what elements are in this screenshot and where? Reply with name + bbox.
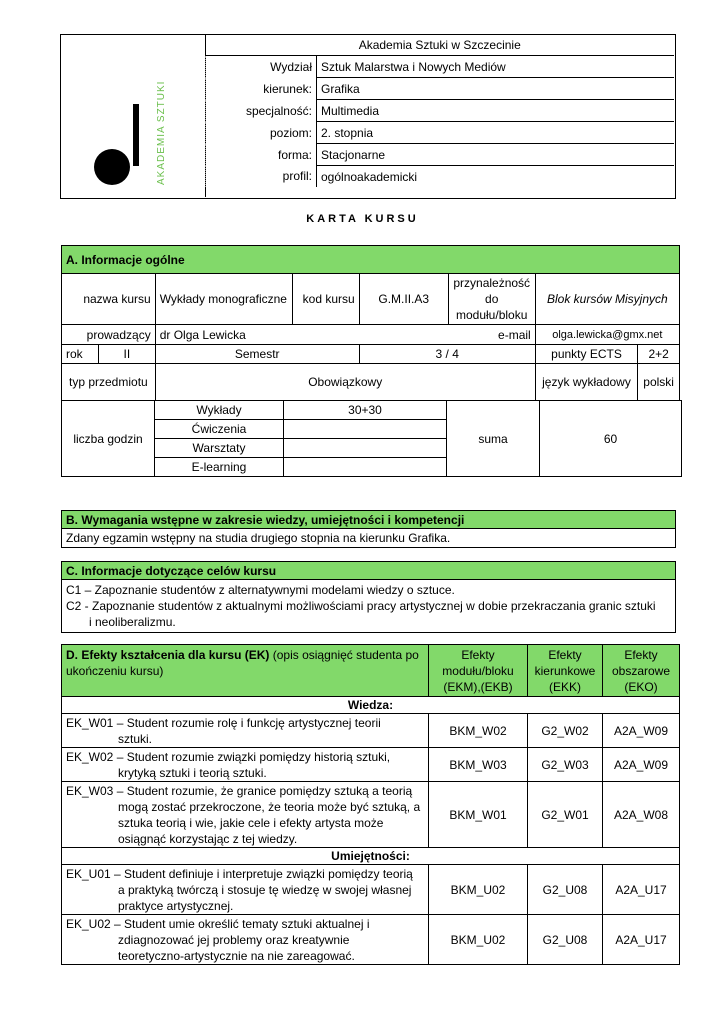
hours-table: [61, 400, 682, 477]
effect-w02: [62, 748, 429, 782]
effect-text: EK_W03 – Student rozumie, że granice pomiędzy sztuką a teorią: [66, 783, 413, 798]
ekm-cell: BKM_U02: [429, 865, 528, 915]
header-table: [205, 34, 674, 187]
year-label: rok: [62, 345, 99, 364]
hours-label: liczba godzin: [62, 401, 155, 477]
header-label-profile: profil:: [206, 166, 317, 188]
effect-text: EK_U02 – Student umie określić tematy sztuki aktualnej i: [66, 916, 370, 931]
section-b-heading: B. Wymagania wstępne w zakresie wiedzy, umiejętności i kompetencji: [62, 511, 676, 529]
effect-text: mogą zostać przekroczone, że teoria może być sztuką, a: [118, 799, 421, 814]
ekk-cell: G2_W01: [528, 782, 603, 848]
page-title: KARTA KURSU: [306, 213, 419, 225]
goal-c2: C2 - Zapoznanie studentów z aktualnymi możliwościami pracy artystycznej w dobie przekraczania granic sztuki: [66, 599, 656, 613]
year-value: II: [99, 345, 156, 364]
section-a-heading: A. Informacje ogólne: [62, 246, 680, 274]
effect-text: sztuka teorią i wie, jakie cele i efekty artysta może: [118, 815, 384, 830]
eko-cell: A2A_U17: [603, 915, 680, 965]
logo-circle: [94, 149, 130, 185]
hours-item-value: [284, 439, 447, 458]
hours-item-label: Wykłady: [155, 401, 284, 420]
effect-text: krytyką sztuki i teorią sztuki.: [118, 765, 267, 780]
col-eko-header: Efekty obszarowe (EKO): [603, 645, 680, 697]
hours-item-value: [284, 458, 447, 477]
effect-text: praktyce artystycznej.: [118, 898, 234, 913]
section-b-text: Zdany egzamin wstępny na studia drugiego stopnia na kierunku Grafika.: [62, 529, 676, 548]
ekm-cell: BKM_U02: [429, 915, 528, 965]
sum-value: 60: [540, 401, 682, 477]
module-label: przynależność do modułu/bloku: [448, 274, 535, 325]
section-c-body: [62, 580, 676, 633]
effect-text: zdiagnozować jej problemy oraz kreatywnie: [118, 932, 350, 947]
hours-item-value: [284, 420, 447, 439]
effect-text: teoretyczno-artystycznie na nie zareagować.: [118, 948, 355, 963]
course-name-value: Wykłady monograficzne: [155, 274, 292, 325]
eko-cell: A2A_U17: [603, 865, 680, 915]
hours-item-value: 30+30: [284, 401, 447, 420]
effect-text: osiągnąć korzystając z tej wiedzy.: [118, 831, 298, 846]
effect-text: EK_U01 – Student definiuje i interpretuje związki pomiędzy teorią: [66, 866, 413, 881]
group-skills: Umiejętności:: [62, 848, 680, 865]
section-c-table: [61, 561, 676, 633]
col-ekk-header: Efekty kierunkowe (EKK): [528, 645, 603, 697]
ekk-cell: G2_U08: [528, 915, 603, 965]
eko-cell: A2A_W09: [603, 714, 680, 748]
header-value-form: Stacjonarne: [317, 144, 675, 166]
goal-c1: C1 – Zapoznanie studentów z alternatywnymi modelami wiedzy o sztuce.: [66, 583, 455, 597]
header-label-field: kierunek:: [206, 78, 317, 100]
email-value: olga.lewicka@gmx.net: [535, 325, 679, 345]
header-label-specialty: specjalność:: [206, 100, 317, 122]
module-value: Blok kursów Misyjnych: [535, 274, 679, 325]
effect-text: a praktyką twórczą i stosuje tę wiedzę w swojej własnej: [118, 882, 412, 897]
course-code-label: kod kursu: [292, 274, 359, 325]
section-c-heading: C. Informacje dotyczące celów kursu: [62, 562, 676, 580]
effect-text: EK_W02 – Student rozumie związki pomiędzy historią sztuki,: [66, 749, 391, 764]
header-value-specialty: Multimedia: [317, 100, 675, 122]
institution-name: Akademia Sztuki w Szczecinie: [206, 34, 675, 56]
header-label-faculty: Wydział: [206, 56, 317, 78]
lecturer-value: dr Olga Lewicka: [155, 325, 448, 345]
header-value-field: Grafika: [317, 78, 675, 100]
type-value: Obowiązkowy: [155, 364, 535, 401]
section-b-table: [61, 510, 676, 548]
hours-item-label: Warsztaty: [155, 439, 284, 458]
goal-c2-cont: i neoliberalizmu.: [89, 615, 176, 629]
eko-cell: A2A_W09: [603, 748, 680, 782]
effect-w01: [62, 714, 429, 748]
logo-text: AKADEMIA SZTUKI: [156, 80, 167, 185]
logo-bar: [133, 104, 139, 166]
header-label-form: forma:: [206, 144, 317, 166]
language-value: polski: [638, 364, 680, 401]
ekm-cell: BKM_W03: [429, 748, 528, 782]
eko-cell: A2A_W08: [603, 782, 680, 848]
ekk-cell: G2_U08: [528, 865, 603, 915]
group-knowledge: Wiedza:: [62, 697, 680, 714]
effect-u02: [62, 915, 429, 965]
effect-text: sztuki.: [118, 731, 153, 746]
header-value-faculty: Sztuk Malarstwa i Nowych Mediów: [317, 56, 675, 78]
effect-u01: [62, 865, 429, 915]
section-d-table: [61, 644, 680, 965]
language-label: język wykładowy: [535, 364, 638, 401]
ekk-cell: G2_W03: [528, 748, 603, 782]
email-label: e-mail: [448, 325, 535, 345]
logo: [60, 34, 206, 197]
ekm-cell: BKM_W01: [429, 782, 528, 848]
section-a-table: [61, 245, 680, 401]
ekm-cell: BKM_W02: [429, 714, 528, 748]
section-d-heading-bold: D. Efekty kształcenia dla kursu (EK): [66, 648, 270, 662]
ects-label: punkty ECTS: [535, 345, 638, 364]
section-d-heading: [62, 645, 429, 697]
course-code-value: G.M.II.A3: [359, 274, 448, 325]
hours-item-label: E-learning: [155, 458, 284, 477]
effect-w03: [62, 782, 429, 848]
sum-label: suma: [447, 401, 540, 477]
ects-value: 2+2: [638, 345, 680, 364]
header-value-profile: ogólnoakademicki: [317, 166, 675, 188]
header-value-level: 2. stopnia: [317, 122, 675, 144]
col-ekm-header: Efekty modułu/bloku (EKM),(EKB): [429, 645, 528, 697]
semester-label: Semestr: [155, 345, 359, 364]
section-d-heading-rest: (opis osiągnięć studenta po ukończeniu kursu): [66, 648, 419, 678]
hours-item-label: Ćwiczenia: [155, 420, 284, 439]
header-label-level: poziom:: [206, 122, 317, 144]
semester-value: 3 / 4: [359, 345, 535, 364]
ekk-cell: G2_W02: [528, 714, 603, 748]
lecturer-label: prowadzący: [62, 325, 156, 345]
type-label: typ przedmiotu: [62, 364, 156, 401]
course-name-label: nazwa kursu: [62, 274, 156, 325]
effect-text: EK_W01 – Student rozumie rolę i funkcję artystycznej teorii: [66, 715, 381, 730]
